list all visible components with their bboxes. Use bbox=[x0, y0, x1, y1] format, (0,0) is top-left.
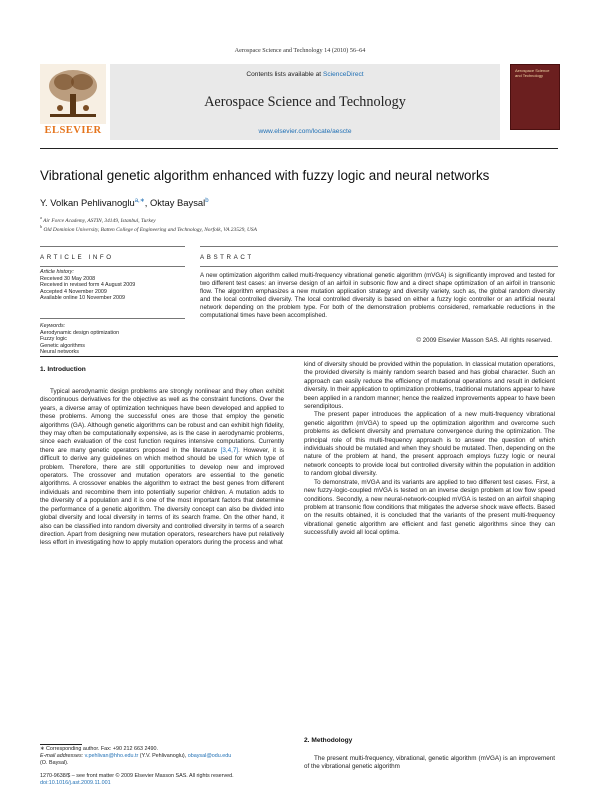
article-info-heading: ARTICLE INFO bbox=[40, 254, 114, 261]
right-column bbox=[304, 361, 555, 538]
intro-paragraph-3: To demonstrate, mVGA and its variants are applied to two different test cases. First, a new fuzzy-logic-coupled mVGA is tested on an inverse design problem at low flow speed conditions. Secondly, a new neural-network-coupled mVGA is tested on an airfoil shaping problem at transonic flow conditions that mitigates the adverse shock wave effects. Based on the results obtained, it is concluded that the variants of the present multi-frequency vibrational genetic algorithm are efficient and fast genetic algorithms since they can successfully avoid all local optima. bbox=[304, 478, 555, 537]
author-2-marks[interactable]: b bbox=[205, 198, 209, 204]
journal-banner bbox=[110, 64, 500, 140]
abstract-rule bbox=[200, 246, 558, 247]
article-info-subrule bbox=[40, 266, 185, 267]
email-2-owner: (O. Baysal). bbox=[40, 760, 69, 766]
tree-icon bbox=[40, 64, 106, 124]
left-column bbox=[40, 388, 284, 548]
keywords-block bbox=[40, 323, 190, 356]
keyword-3: Genetic algorithms bbox=[40, 342, 85, 349]
abstract-text: A new optimization algorithm called multi-frequency vibrational genetic algorithm (mVGA) is significantly improved and tested for two different test cases: an inverse design of an airfoil in subsonic flow and a direct shape optimization of an airfoil in transonic flow. The algorithm emphasizes a new mutation application strategy and diversity variety, such as, the global random diversity and the local controlled diversity. The local controlled diversity is based on either a fuzzy logic controller or an artificial neural network depending on the problem type. For both of the demonstration problems considered, remarkable reductions in the computational times have been accomplished. bbox=[200, 272, 555, 319]
elsevier-tree-logo bbox=[40, 64, 106, 138]
affiliation-a bbox=[40, 215, 560, 224]
issn-block bbox=[40, 773, 300, 787]
author-line bbox=[40, 197, 560, 208]
sciencedirect-link[interactable]: ScienceDirect bbox=[322, 71, 364, 78]
contents-prefix: Contents lists available at bbox=[246, 71, 323, 78]
author-1[interactable]: Y. Volkan Pehlivanoglu bbox=[40, 197, 135, 209]
abstract-subrule bbox=[200, 266, 558, 267]
issn-line: 1270-9638/$ – see front matter © 2009 Elsevier Masson SAS. All rights reserved. bbox=[40, 773, 234, 779]
section-1-heading: 1. Introduction bbox=[40, 366, 86, 373]
footnote-rule bbox=[40, 744, 82, 745]
history-online: Available online 10 November 2009 bbox=[40, 295, 126, 302]
history-revised: Received in revised form 4 August 2009 bbox=[40, 282, 136, 289]
footnotes bbox=[40, 746, 284, 767]
affiliation-a-text: Air Force Academy, ASTIN, 34149, Istanbul, Turkey bbox=[43, 217, 156, 224]
keyword-1: Aerodynamic design optimization bbox=[40, 329, 120, 336]
affiliation-b-text: Old Dominion University, Batten College of Engineering and Technology, Norfolk, VA 23529, USA bbox=[43, 226, 257, 233]
journal-header bbox=[40, 58, 558, 140]
contents-line bbox=[110, 71, 500, 78]
corresponding-author-note: ∗ Corresponding author. Fax: +90 212 663 2490. bbox=[40, 746, 158, 752]
journal-cover-thumbnail bbox=[510, 64, 560, 130]
email-label: E-mail addresses: bbox=[40, 753, 84, 759]
intro-paragraph-continued: kind of diversity should be provided within the population. In classical mutation operations, the provided diversity is mainly random search based and has global character. Such an approach can easily reduce the efficiency of mutational operations and result in deficient diversity. In their application to optimization problems, traditional mutations appear to have been applied in a random manner; hence the realized improvements appear to have been serendipitous. bbox=[304, 361, 555, 411]
journal-reference: Aerospace Science and Technology 14 (2010) 56–64 bbox=[234, 47, 366, 54]
history-label: Article history: bbox=[40, 269, 74, 275]
keywords-label: Keywords: bbox=[40, 323, 66, 329]
keywords-rule bbox=[40, 318, 185, 319]
journal-name: Aerospace Science and Technology bbox=[204, 94, 406, 110]
article-title: Vibrational genetic algorithm enhanced with fuzzy logic and neural networks bbox=[40, 168, 490, 183]
intro-p1-part-a: Typical aerodynamic design problems are strongly nonlinear and they often exhibit discontinuous derivatives for the objective as well as the constraint functions. Over the years, a diverse array of optimization techniques have been developed and applied to these problems. Among the successful ones are those that employ the genetic algorithms (GA). Although genetic algorithms can be robust and can exhibit high fidelity, they may often be computationally expensive, as is the case in aerodynamic problems, since each evaluation of the cost function requires intensive computations. Currently there are many genetic operators proposed in the literature bbox=[40, 388, 284, 454]
email-link-1[interactable]: v.pehlivan@hho.edu.tr bbox=[84, 753, 139, 759]
intro-paragraph-2: The present paper introduces the application of a new multi-frequency vibrational genetic algorithm (mVGA) to speed up the optimization algorithm and overcome such problems as deficient diversity and premature convergence during the optimization. The principal role of this multi-frequency approach is to answer the question of which individuals should be mutated and when they should be mutated. Then, depending on the nature of the problem at hand, the present approach employs fuzzy logic or neural network concepts to provide local but controlled diversity within the population in addition to random global diversity. bbox=[304, 411, 555, 478]
doi-link[interactable]: doi:10.1016/j.ast.2009.11.001 bbox=[40, 780, 111, 786]
section-2-heading: 2. Methodology bbox=[304, 737, 353, 744]
methodology-paragraph-1: The present multi-frequency, vibrational, genetic algorithm (mVGA) is an improvement of the vibrational genetic algorithm bbox=[304, 755, 555, 771]
publisher-name: ELSEVIER bbox=[44, 125, 102, 136]
abstract-copyright: © 2009 Elsevier Masson SAS. All rights reserved. bbox=[416, 337, 552, 344]
intro-p1-part-b: . However, it is difficult to derive any guidelines on which method should be used for which type of problem. Therefore, there are still opportunities to develop new and improved operators. The crossover and mutation operators are essential to the genetic algorithms. A crossover enables the algorithm to extract the best genes from different individuals and recombine them into potentially superior children. A mutation adds to the diversity of a population and it is one of the most important factors that determine the performance of a genetic algorithm. The diversity concept can also be divided into global diversity and local diversity in terms of its search frame. On the other hand, it also can be classified into random diversity and controlled diversity in terms of a search direction. Apart from designing new mutation operators, researchers have put relatively less effort in investigating how to apply mutation operators during the process and what bbox=[40, 446, 284, 547]
article-history bbox=[40, 269, 190, 302]
intro-paragraph-1 bbox=[40, 388, 284, 548]
cover-title: Aerospace Science and Technology bbox=[515, 68, 550, 78]
abstract-bottom-rule bbox=[40, 356, 558, 357]
citation-link[interactable]: [3,4,7] bbox=[220, 446, 239, 454]
article-info-rule bbox=[40, 246, 185, 247]
affiliation-b-mark: b bbox=[40, 224, 43, 229]
journal-url-link[interactable]: www.elsevier.com/locate/aescte bbox=[258, 128, 352, 135]
email-1-owner: (Y.V. Pehlivanoglu), bbox=[138, 753, 188, 759]
keyword-2: Fuzzy logic bbox=[40, 336, 67, 343]
keyword-4: Neural networks bbox=[40, 349, 79, 356]
header-rule bbox=[40, 148, 558, 149]
methodology-column bbox=[304, 755, 555, 772]
abstract-heading: ABSTRACT bbox=[200, 254, 254, 261]
affiliation-b bbox=[40, 224, 560, 233]
author-2[interactable]: Oktay Baysal bbox=[149, 197, 206, 209]
history-accepted: Accepted 4 November 2009 bbox=[40, 288, 107, 295]
author-1-marks[interactable]: a,∗ bbox=[134, 198, 145, 204]
email-line bbox=[40, 753, 284, 760]
email-link-2[interactable]: obaysal@odu.edu bbox=[187, 753, 232, 759]
author-separator: , bbox=[144, 197, 150, 209]
history-received: Received 30 May 2008 bbox=[40, 275, 96, 282]
affiliation-a-mark: a bbox=[40, 215, 42, 220]
